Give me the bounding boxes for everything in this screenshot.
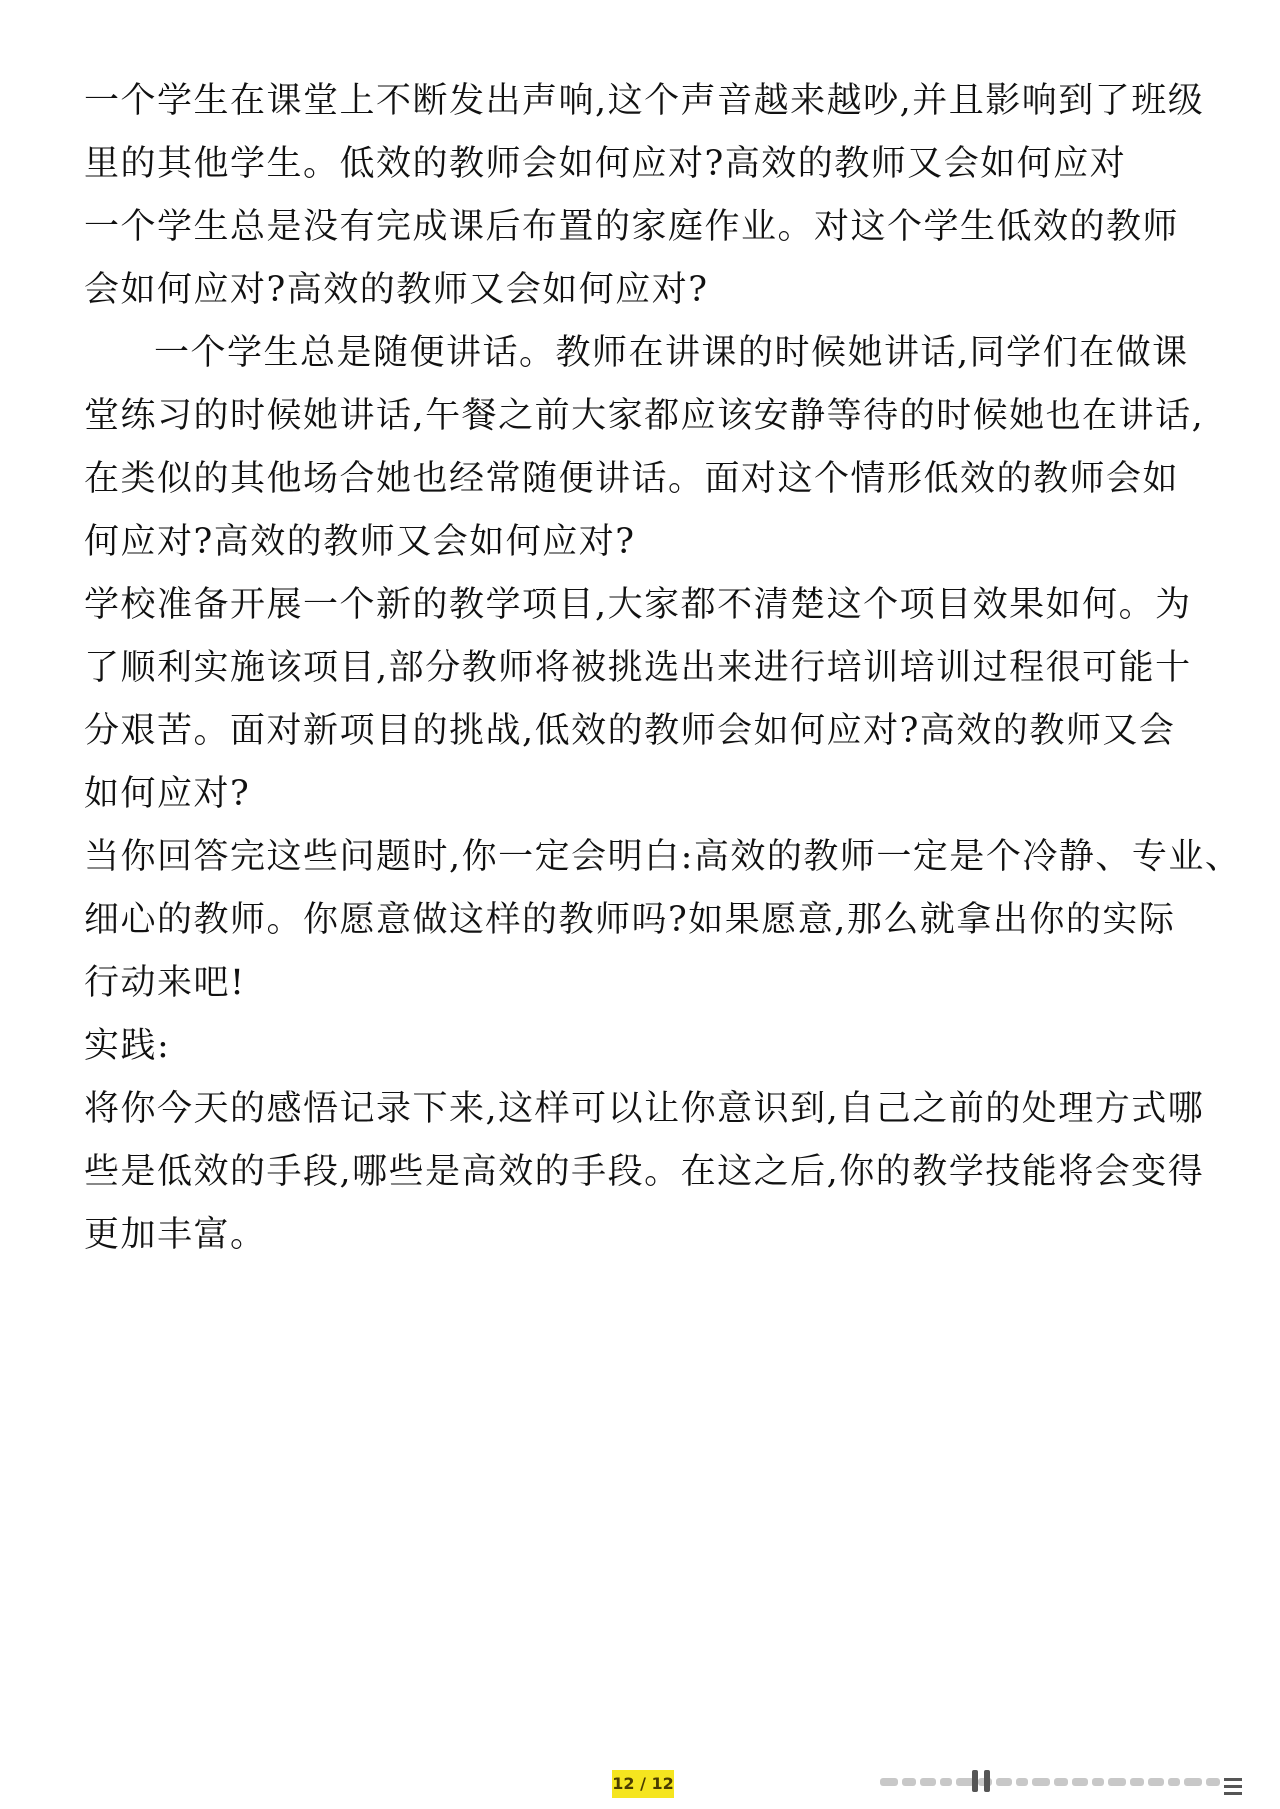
text-line: 将你今天的感悟记录下来,这样可以让你意识到,自己之前的处理方式哪 (84, 1089, 1205, 1129)
watermark-logo-icon (880, 1768, 1260, 1800)
text-line: 堂练习的时候她讲话,午餐之前大家都应该安静等待的时候她也在讲话, (84, 396, 1205, 436)
text-line: 更加丰富。 (84, 1215, 267, 1255)
text-line: 如何应对? (84, 774, 251, 814)
text-line: 一个学生总是没有完成课后布置的家庭作业。对这个学生低效的教师 (84, 207, 1180, 247)
text-line: 分艰苦。面对新项目的挑战,低效的教师会如何应对?高效的教师又会 (84, 711, 1176, 751)
section-heading: 实践: (84, 1026, 171, 1066)
text-line: 当你回答完这些问题时,你一定会明白:高效的教师一定是个冷静、专业、 (84, 837, 1242, 877)
text-line: 些是低效的手段,哪些是高效的手段。在这之后,你的教学技能将会变得 (84, 1152, 1205, 1192)
page-indicator: 12 / 12 (612, 1770, 674, 1798)
text-line: 行动来吧! (84, 963, 246, 1003)
text-line: 会如何应对?高效的教师又会如何应对? (84, 270, 709, 310)
text-line: 一个学生在课堂上不断发出声响,这个声音越来越吵,并且影响到了班级 (84, 81, 1205, 121)
text-line: 学校准备开展一个新的教学项目,大家都不清楚这个项目效果如何。为 (84, 585, 1192, 625)
text-line: 了顺利实施该项目,部分教师将被挑选出来进行培训培训过程很可能十 (84, 648, 1192, 688)
text-line: 里的其他学生。低效的教师会如何应对?高效的教师又会如何应对 (84, 144, 1127, 184)
text-line: 细心的教师。你愿意做这样的教师吗?如果愿意,那么就拿出你的实际 (84, 900, 1176, 940)
document-body (84, 70, 1242, 1267)
text-line: 在类似的其他场合她也经常随便讲话。面对这个情形低效的教师会如 (84, 459, 1180, 499)
text-line: 一个学生总是随便讲话。教师在讲课的时候她讲话,同学们在做课 (154, 333, 1189, 373)
text-line: 何应对?高效的教师又会如何应对? (84, 522, 636, 562)
